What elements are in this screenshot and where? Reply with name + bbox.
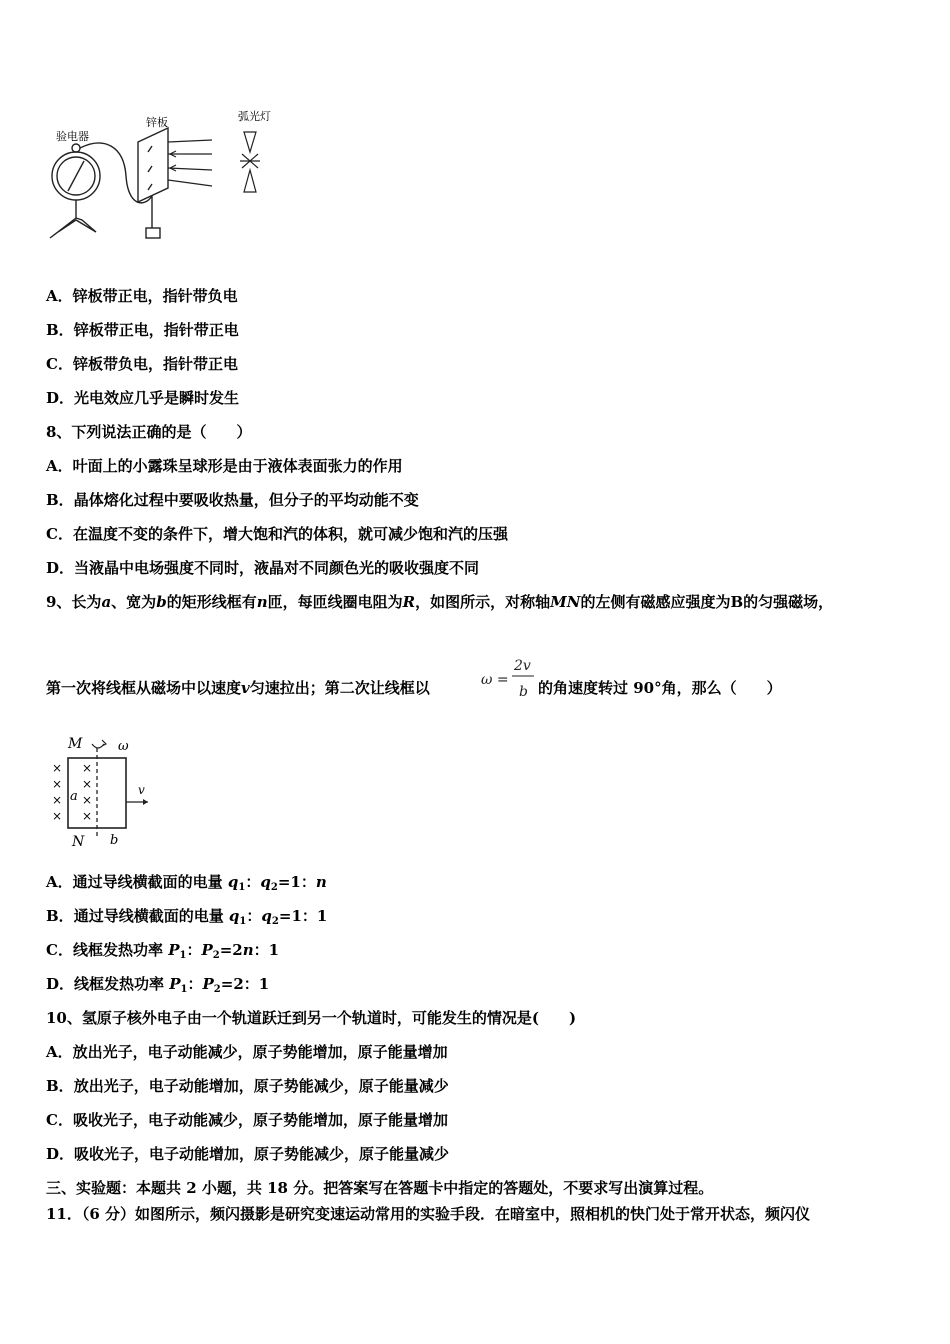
formula-lhs: ω =: [481, 672, 509, 688]
cross-6: ×: [82, 777, 93, 791]
formula-denominator: b: [519, 684, 528, 700]
q11-stem: 11．（6 分）如图所示，频闪摄影是研究变速运动常用的实验手段．在暗室中，照相机的快门处于常开状态，频闪仪: [46, 1205, 811, 1223]
q8-option-a: A．叶面上的小露珠呈球形是由于液体表面张力的作用: [46, 457, 403, 475]
q9-option-c: C．线框发热功率 $P_1$：$P_2=2n$：1: [46, 941, 280, 961]
q10-option-d: D．吸收光子，电子动能增加，原子势能减少，原子能量减少: [46, 1145, 450, 1163]
label-zinc-plate: 锌板: [146, 116, 168, 129]
q9-option-a: A．通过导线横截面的电量 $q_1$：$q_2=1$：n: [46, 873, 327, 893]
label-b: b: [110, 833, 119, 848]
light-rays: [168, 140, 212, 186]
loop-figure: [44, 734, 164, 850]
q10-option-b: B．放出光子，电子动能增加，原子势能减少，原子能量减少: [46, 1077, 449, 1095]
q10-option-a: A．放出光子，电子动能减少，原子势能增加，原子能量增加: [46, 1043, 448, 1061]
q7-option-a: A．锌板带正电，指针带负电: [46, 287, 238, 305]
arc-lamp-drawing: [240, 132, 260, 192]
q9-option-d: D．线框发热功率 $P_1$：$P_2=2$：1: [46, 975, 270, 995]
q8-stem: 8、下列说法正确的是（ ）: [46, 423, 252, 441]
label-M: M: [68, 736, 83, 752]
q10-option-c: C．吸收光子，电子动能减少，原子势能增加，原子能量增加: [46, 1111, 448, 1129]
label-arc-lamp: 弧光灯: [238, 110, 271, 123]
cross-5: ×: [82, 761, 93, 775]
q9-stem-line1: 9、长为a、宽为b的矩形线框有n匝，每匝线圈电阻为R，如图所示，对称轴MN的左侧有磁感应强度为B的匀强磁场，: [46, 593, 834, 611]
cross-1: ×: [52, 761, 63, 775]
q9-stem-line2b: 的角速度转过 90°角，那么（ ）: [538, 679, 782, 697]
cross-7: ×: [82, 793, 93, 807]
q7-option-c: C．锌板带负电，指针带正电: [46, 355, 238, 373]
electroscope-drawing: [50, 143, 152, 238]
q9-stem-line2a: 第一次将线框从磁场中以速度v匀速拉出；第二次让线框以: [46, 679, 430, 697]
label-a: a: [70, 789, 78, 804]
q10-stem: 10、氢原子核外电子由一个轨道跃迁到另一个轨道时，可能发生的情况是( ): [46, 1009, 577, 1027]
q7-option-d: D．光电效应几乎是瞬时发生: [46, 389, 240, 407]
cross-2: ×: [52, 777, 63, 791]
label-v: v: [138, 783, 145, 797]
q7-option-b: B．锌板带正电，指针带正电: [46, 321, 239, 339]
cross-3: ×: [52, 793, 63, 807]
cross-8: ×: [82, 809, 93, 823]
q8-option-c: C．在温度不变的条件下，增大饱和汽的体积，就可减少饱和汽的压强: [46, 525, 508, 543]
zinc-plate-drawing: [138, 128, 168, 238]
section-3-heading: 三、实验题：本题共 2 小题，共 18 分。把答案写在答题卡中指定的答题处，不要求写出演算过程。: [46, 1179, 714, 1197]
cross-4: ×: [52, 809, 63, 823]
label-omega: ω: [118, 739, 129, 754]
q8-option-d: D．当液晶中电场强度不同时，液晶对不同颜色光的吸收强度不同: [46, 559, 480, 577]
label-N: N: [72, 834, 85, 850]
photoelectric-figure: [44, 106, 284, 248]
q8-option-b: B．晶体熔化过程中要吸收热量，但分子的平均动能不变: [46, 491, 419, 509]
omega-formula: [480, 652, 536, 702]
formula-numerator: 2v: [514, 658, 531, 674]
label-electroscope: 验电器: [56, 130, 89, 143]
q9-option-b: B．通过导线横截面的电量 $q_1$：$q_2=1$：1: [46, 907, 328, 927]
